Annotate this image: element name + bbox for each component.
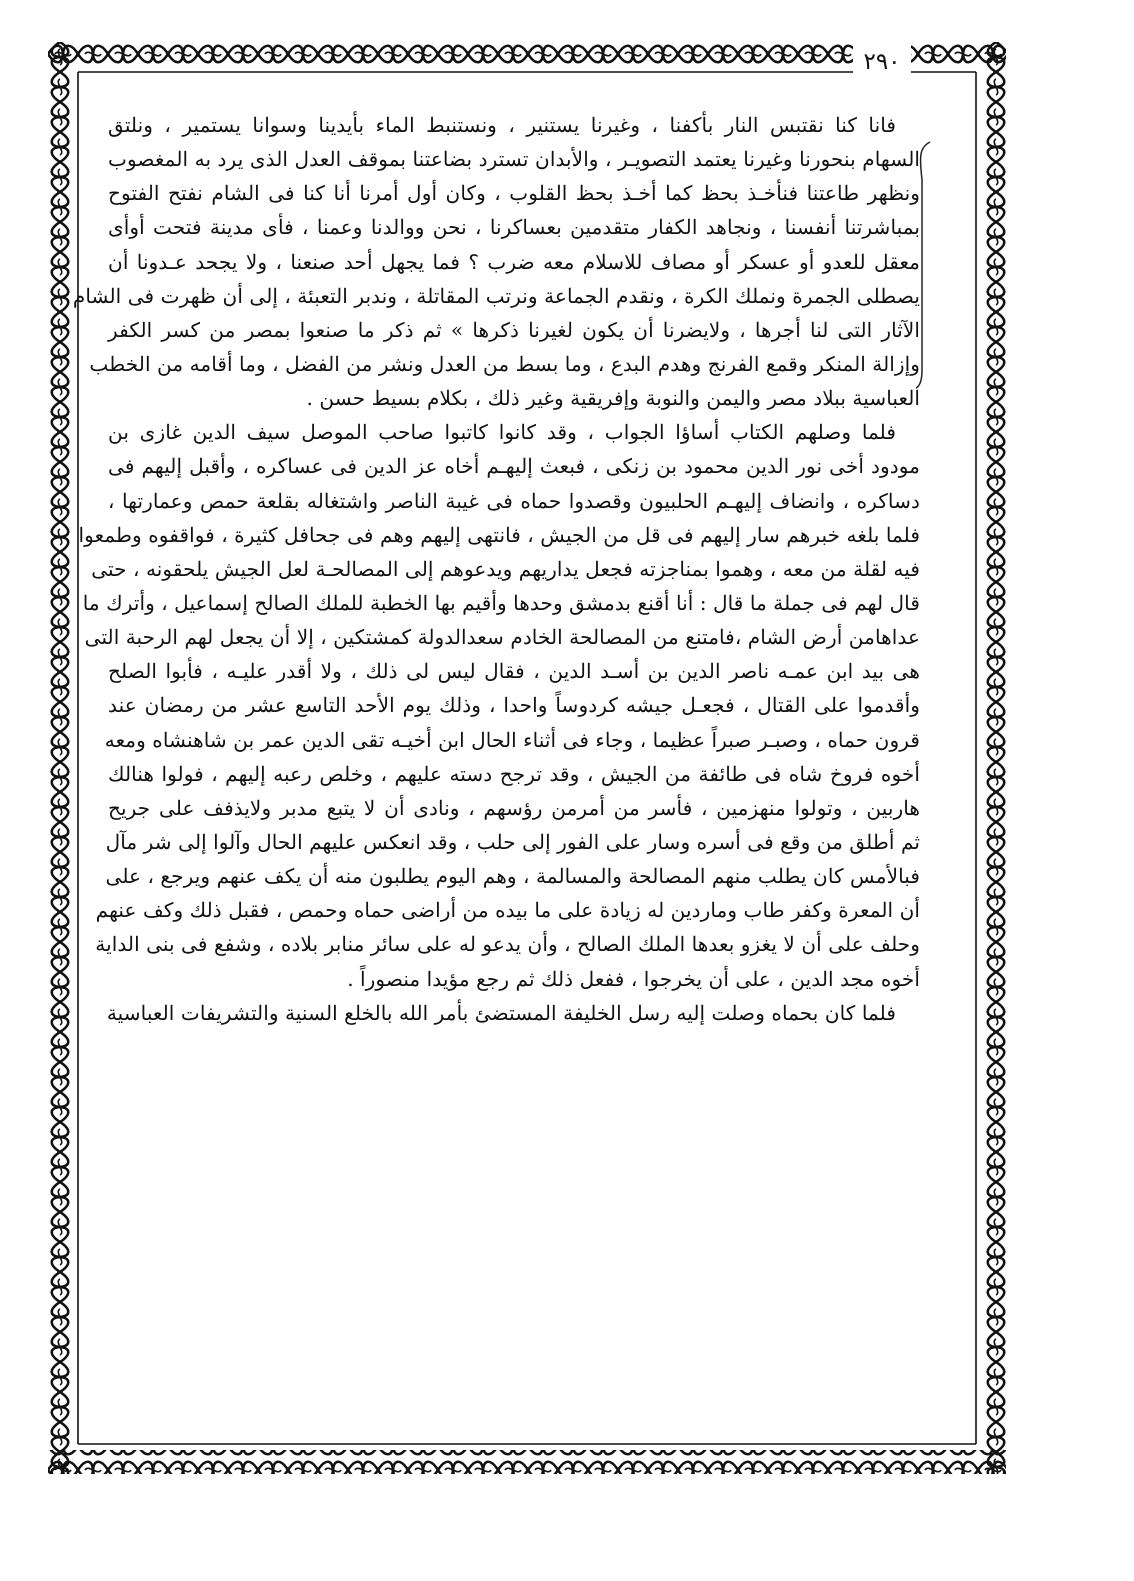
text-line: بمباشرتنا أنفسنا ، ونجاهد الكفار متقدمين بعساكرنا ، نحن ووالدنا وعمنا ، فأى مدينة فتحت أوأى (108, 215, 920, 240)
text-line: قال لهم فى جملة ما قال : أنا أقنع بدمشق وحدها وأقيم بها الخطبة للملك الصالح إسماعيل ، وأترك ما (82, 590, 920, 615)
text-line: دساكره ، وانضاف إليهـم الحلبيون وقصدوا حماه فى غيبة الناصر واشتغاله بقلعة حمص وعمارتها ، (108, 488, 920, 513)
text-line: عداهامن أرض الشام ،فامتنع من المصالحة الخادم سعدالدولة كمشتكين ، إلا أن يجعل لهم الرحبة التى (84, 625, 920, 650)
text-line: هى بيد ابن عمـه ناصر الدين بن أسـد الدين ، فقال ليس لى ذلك ، ولا أقدر عليـه ، فأبوا الصلح (108, 659, 920, 684)
paragraph-2 (78, 415, 920, 995)
text-line: فلما بلغه خبرهم سار إليهم فى قل من الجيش ، فانتهى إليهم وهم فى جحافل كثيرة ، فواقفوه وطمعوا (78, 522, 920, 547)
paragraph-3 (108, 996, 920, 1030)
text-line: قرون حماه ، وصبـر صبراً عظيما ، وجاء فى أثناء الحال ابن أخيـه تقى الدين عمر بن شاهنشاه ومعه (104, 727, 920, 752)
text-line: هاربين ، وتولوا منهزمين ، فأسر من أمرمن رؤسهم ، ونادى أن لا يتبع مدبر ولايذفف على جريح (108, 795, 920, 820)
text-line: وحلف على أن لا يغزو بعدها الملك الصالح ، وأن يدعو له على سائر منابر بلاده ، وشفع فى بنى الداية (95, 932, 920, 957)
text-line: فبالأمس كان يطلب منهم المصالحة والمسالمة ، وهم اليوم يطلبون منه أن يكف عنهم ويرجع ، على (105, 864, 920, 889)
text-line: فانا كنا نقتبس النار بأكفنا ، وغيرنا يستنير ، ونستنبط الماء بأيدينا وسوانا يستمير ، ونلتق (108, 113, 896, 137)
text-line: يصطلى الجمرة ونملك الكرة ، ونقدم الجماعة ونرتب المقاتلة ، وندبر التعبئة ، إلى أن ظهرت فى الشام (72, 283, 920, 308)
text-line: مودود أخى نور الدين محمود بن زنكى ، فبعث إليهـم أخاه عز الدين فى عساكره ، وأقبل إليهم فى (108, 454, 920, 479)
text-line: فلما وصلهم الكتاب أساؤا الجواب ، وقد كانوا كاتبوا صاحب الموصل سيف الدين غازى بن (108, 420, 896, 445)
paragraph-1 (72, 108, 920, 415)
body-text (72, 108, 920, 1438)
text-line: العباسية ببلاد مصر واليمن والنوبة وإفريقية وغير ذلك ، بكلام بسيط حسن . (306, 386, 920, 411)
text-line: فيه لقلة من معه ، وهموا بمناجزته فجعل يداريهم ويدعوهم إلى المصالحـة لعل الجيش يلحقونه ، حتى (91, 556, 920, 581)
text-line: ثم أطلق من وقع فى أسره وسار على الفور إلى حلب ، وقد انعكس عليهم الحال وآلوا إلى شر مآل (105, 829, 920, 854)
text-line: فلما كان بحماه وصلت إليه رسل الخليفة المستضئ بأمر الله بالخلع السنية والتشريفات العباسية (106, 1000, 896, 1025)
page-number: ٢٩٠ (853, 44, 911, 80)
text-line: أخوه فروخ شاه فى طائفة من الجيش ، وقد ترجح دسته عليهم ، وخلص رعبه إليهم ، فولوا هنالك (108, 761, 920, 786)
text-line: أن المعرة وكفر طاب وماردين له زيادة على ما بيده من أراضى حماه وحمص ، فقبل ذلك وكف عنهم (95, 898, 920, 923)
text-line: وإزالة المنكر وقمع الفرنج وهدم البدع ، وما بسط من العدل ونشر من الفضل ، وما أقامه من الخطب (89, 351, 920, 376)
text-line: السهام بنحورنا وغيرنا يعتمد التصويـر ، والأبدان تسترد بضاعتنا بموقف العدل الذى يرد به المغصوب (108, 147, 920, 172)
text-line: معقل للعدو أو عسكر أو مصاف للاسلام معه ضرب ؟ فما يجهل أحد صنعنا ، ولا يجحد عـدونا أن (108, 249, 920, 274)
text-line: أخوه مجد الدين ، على أن يخرجوا ، ففعل ذلك ثم رجع مؤيدا منصوراً . (347, 966, 920, 991)
text-line: وأقدموا على القتال ، فجعـل جيشه كردوساً واحدا ، وذلك يوم الأحد التاسع عشر من رمضان عند (108, 693, 920, 718)
text-line: الآثار التى لنا أجرها ، ولايضرنا أن يكون لغيرنا ذكرها » ثم ذكر ما صنعوا بمصر من كسر الكفر (108, 317, 920, 342)
text-line: ونظهر طاعتنا فنأخـذ بحظ كما أخـذ بحظ القلوب ، وكان أول أمرنا أنا كنا فى الشام نفتح الفتوح (108, 181, 920, 206)
